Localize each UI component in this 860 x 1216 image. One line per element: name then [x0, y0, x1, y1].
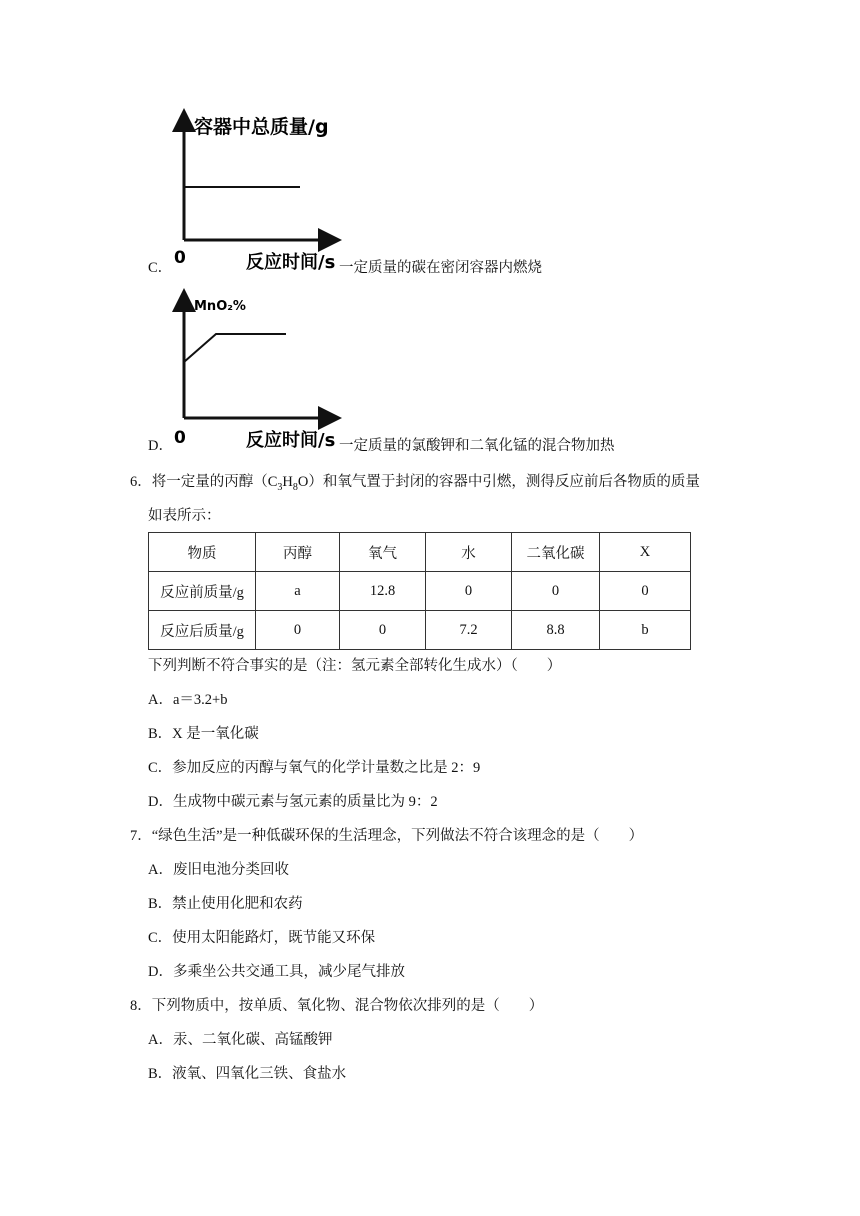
table-row: [149, 611, 691, 650]
q7-option-b: B．禁止使用化肥和农药: [148, 896, 303, 912]
table-cell: X: [600, 533, 691, 572]
q6-option-b: B．X 是一氧化碳: [148, 726, 259, 742]
graph-d-ylabel: MnO₂%: [194, 299, 246, 314]
table-cell: b: [600, 611, 691, 650]
graph-c-ylabel: 容器中总质量/g: [194, 116, 329, 138]
q6-mass-table: [148, 532, 691, 650]
q8-stem: 8．下列物质中，按单质、氧化物、混合物依次排列的是（ ）: [130, 998, 544, 1014]
graph-c: [150, 110, 390, 280]
q6-question: 下列判断不符合事实的是（注：氢元素全部转化生成水）（ ）: [148, 658, 562, 674]
graph-d-xlabel: 反应时间/s: [246, 430, 336, 451]
table-cell: 物质: [149, 533, 256, 572]
table-cell: 丙醇: [256, 533, 340, 572]
q7-stem: 7．“绿色生活”是一种低碳环保的生活理念，下列做法不符合该理念的是（ ）: [130, 828, 644, 844]
q7-option-a: A．废旧电池分类回收: [148, 862, 289, 878]
table-cell: 7.2: [426, 611, 512, 650]
graph-c-origin: 0: [174, 248, 186, 268]
table-cell: 水: [426, 533, 512, 572]
table-cell: 反应前质量/g: [149, 572, 256, 611]
table-row: [149, 572, 691, 611]
mno2-percent-line: [184, 334, 286, 362]
q8-option-b: B．液氧、四氧化三铁、食盐水: [148, 1066, 347, 1082]
q7-option-d: D．多乘坐公共交通工具，减少尾气排放: [148, 964, 405, 980]
table-cell: a: [256, 572, 340, 611]
table-cell: 0: [600, 572, 691, 611]
q6-option-c: C．参加反应的丙醇与氧气的化学计量数之比是 2：9: [148, 760, 481, 776]
q6-stem-line2: 如表所示：: [148, 508, 221, 524]
table-header-row: [149, 533, 691, 572]
option-c-caption: 一定质量的碳在密闭容器内燃烧: [339, 260, 542, 276]
table-cell: 氧气: [340, 533, 426, 572]
q6-option-a: A．a＝3.2+b: [148, 692, 228, 708]
table-cell: 0: [426, 572, 512, 611]
table-cell: 0: [340, 611, 426, 650]
option-c-label: C．: [148, 260, 173, 276]
q6-number: 6．: [130, 474, 152, 490]
graph-d: [150, 290, 390, 460]
table-cell: 12.8: [340, 572, 426, 611]
option-d-label: D．: [148, 438, 173, 454]
graph-d-origin: 0: [174, 428, 186, 448]
table-cell: 8.8: [512, 611, 600, 650]
table-cell: 0: [256, 611, 340, 650]
table-cell: 二氧化碳: [512, 533, 600, 572]
q8-option-a: A．汞、二氧化碳、高锰酸钾: [148, 1032, 333, 1048]
q7-option-c: C．使用太阳能路灯，既节能又环保: [148, 930, 376, 946]
table-cell: 0: [512, 572, 600, 611]
option-d-caption: 一定质量的氯酸钾和二氧化锰的混合物加热: [339, 438, 615, 454]
q6-stem-line1: 6．将一定量的丙醇$(C_3H_8O)$和氧气置于封闭的容器中引燃，测得反应前后各物质的质量: [130, 474, 700, 493]
table-cell: 反应后质量/g: [149, 611, 256, 650]
q6-option-d: D．生成物中碳元素与氢元素的质量比为 9：2: [148, 794, 438, 810]
graph-c-xlabel: 反应时间/s: [246, 252, 336, 273]
